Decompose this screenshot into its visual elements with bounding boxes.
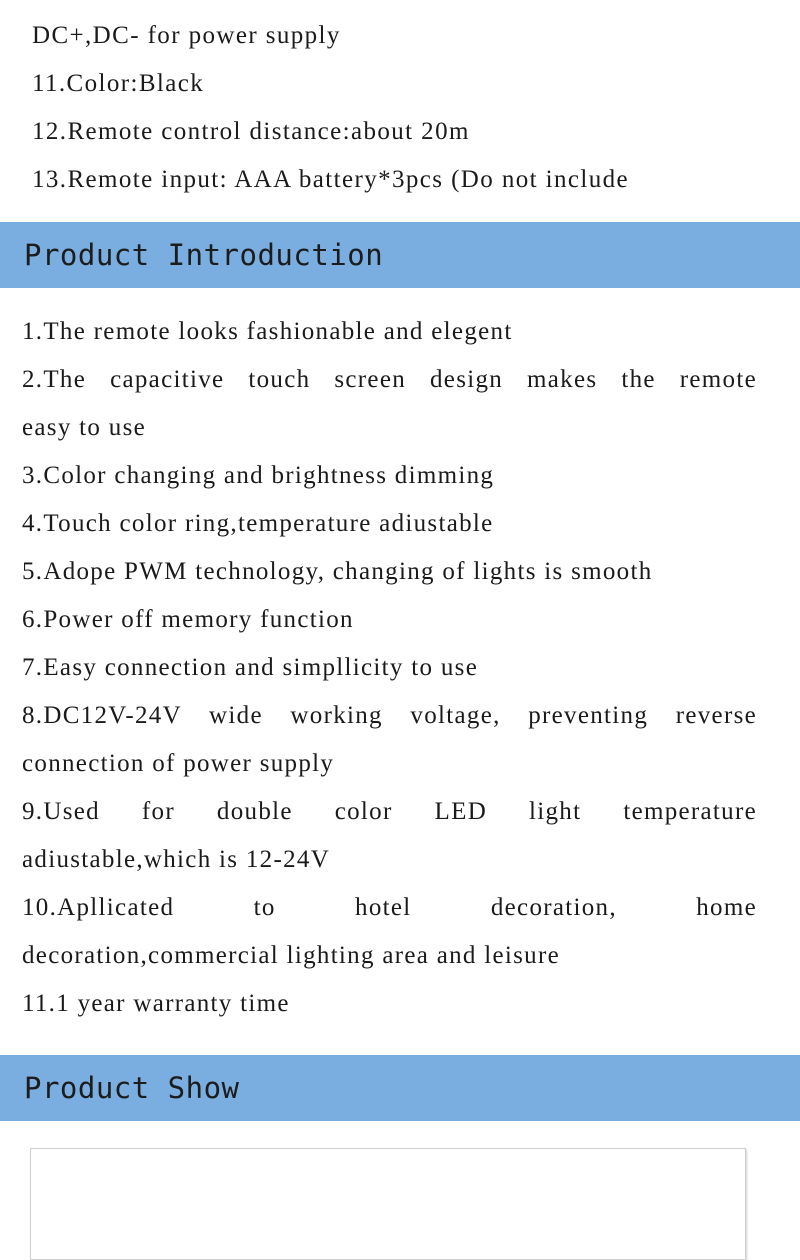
product-introduction-header	[0, 222, 800, 288]
section-title: Product Introduction	[24, 238, 384, 272]
section-title: Product Show	[24, 1071, 240, 1105]
intro-line: 11.1 year warranty time	[22, 990, 290, 1017]
intro-line: 6.Power off memory function	[22, 606, 354, 633]
product-image-frame	[30, 1148, 746, 1260]
intro-line: 4.Touch color ring,temperature adiustable	[22, 510, 494, 537]
intro-line: decoration,commercial lighting area and leisure	[22, 942, 560, 969]
intro-line: 3.Color changing and brightness dimming	[22, 462, 495, 489]
intro-line: 2.The capacitive touch screen design makes the remote	[22, 366, 757, 393]
spec-line: 13.Remote input: AAA battery*3pcs (Do not include	[32, 166, 629, 193]
product-show-header	[0, 1055, 800, 1121]
intro-line: 7.Easy connection and simpllicity to use	[22, 654, 479, 681]
spec-list	[32, 12, 772, 204]
intro-line: 5.Adope PWM technology, changing of lights is smooth	[22, 558, 653, 585]
intro-line: 10.Apllicated to hotel decoration, home	[22, 894, 757, 921]
intro-line: 8.DC12V-24V wide working voltage, preventing reverse	[22, 702, 757, 729]
intro-line: adiustable,which is 12-24V	[22, 846, 331, 873]
spec-line: 12.Remote control distance:about 20m	[32, 118, 470, 145]
product-introduction-list	[22, 308, 757, 1028]
spec-line: 11.Color:Black	[32, 70, 205, 97]
intro-line: connection of power supply	[22, 750, 335, 777]
intro-line: easy to use	[22, 414, 146, 441]
spec-line: DC+,DC- for power supply	[32, 22, 341, 49]
intro-line: 9.Used for double color LED light temperature	[22, 798, 757, 825]
intro-line: 1.The remote looks fashionable and elegent	[22, 318, 513, 345]
